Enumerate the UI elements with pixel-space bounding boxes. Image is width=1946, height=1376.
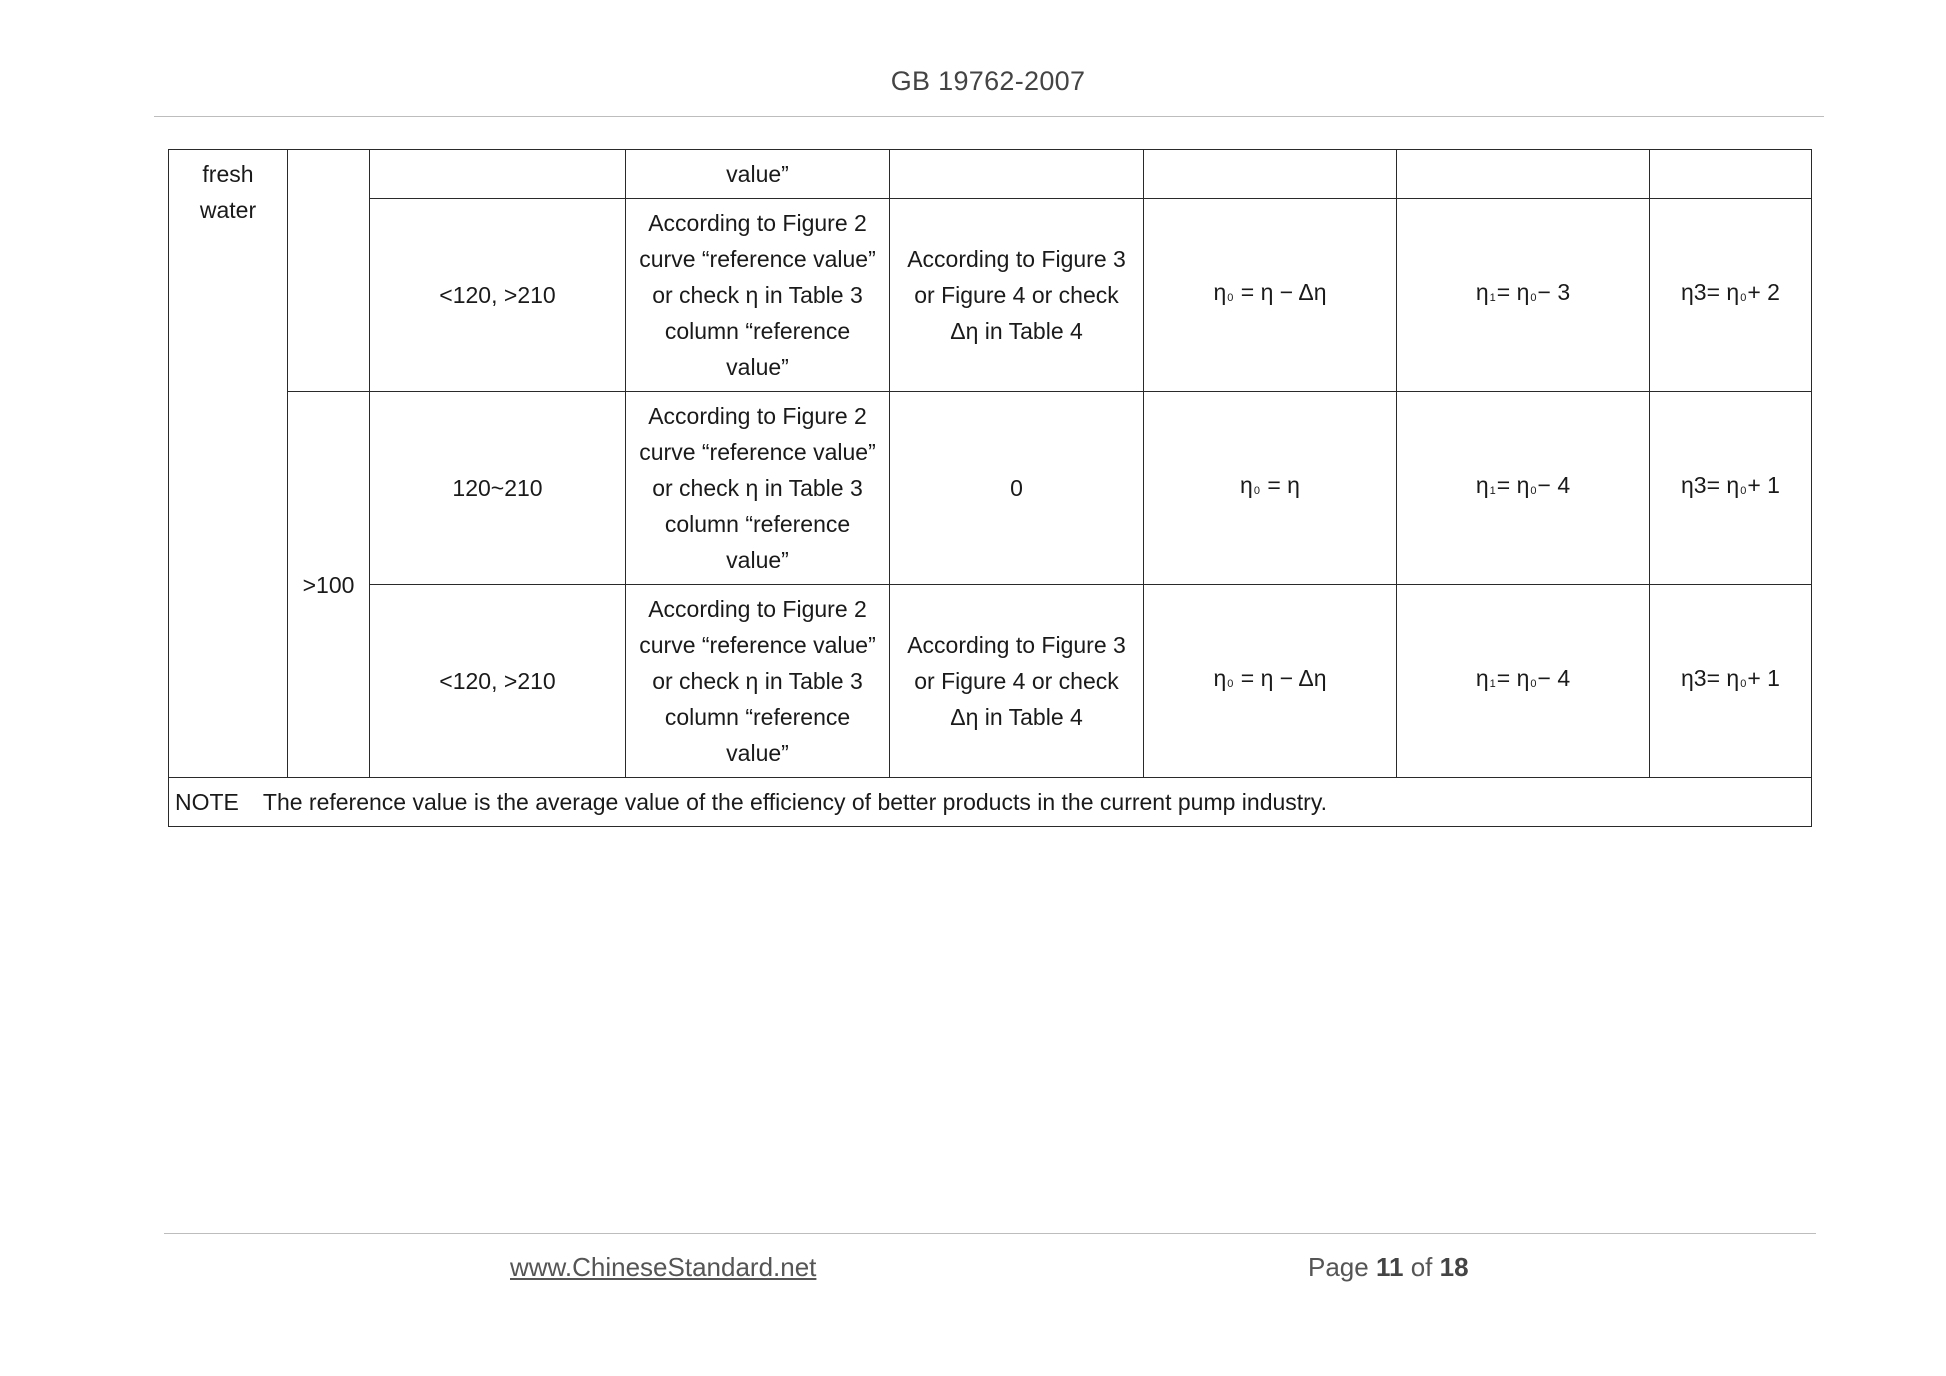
table-note-row [169, 778, 1812, 827]
eta3-lhs: η3= η [1681, 279, 1740, 305]
correction-cell [890, 150, 1144, 199]
table-row [169, 392, 1812, 585]
flow-group-cell: >100 [288, 392, 370, 778]
eta0-cell [1144, 150, 1397, 199]
reference-cell: value” [626, 150, 890, 199]
page-indicator [1308, 1252, 1469, 1283]
header-divider [154, 116, 1824, 117]
eta0-lhs: η [1240, 472, 1253, 498]
eta0-subscript: 0 [1253, 485, 1260, 497]
eta3-rhs: + 1 [1747, 665, 1780, 691]
eta0-rhs: = η [1267, 472, 1300, 498]
reference-cell: According to Figure 2 curve “reference value” or check η in Table 3 column “reference value” [626, 199, 890, 392]
eta3-subscript: 0 [1740, 292, 1747, 304]
eta1-cell [1397, 392, 1650, 585]
eta1-mid: = η [1496, 279, 1530, 305]
note-label: NOTE [175, 789, 239, 815]
speed-range-cell: <120, >210 [370, 585, 626, 778]
site-link[interactable]: www.ChineseStandard.net [510, 1252, 817, 1282]
note-cell [169, 778, 1812, 827]
eta3-cell [1650, 199, 1812, 392]
eta3-subscript: 0 [1740, 485, 1747, 497]
note-text: The reference value is the average value of the efficiency of better products in the current pump industry. [262, 789, 1328, 815]
table-row [169, 150, 1812, 199]
flow-group-cell [288, 150, 370, 392]
eta1-lhs: η [1475, 279, 1489, 305]
eta3-cell [1650, 392, 1812, 585]
eta1-lhs: η [1475, 665, 1489, 691]
eta0-lhs: η [1213, 665, 1227, 691]
eta1-cell [1397, 585, 1650, 778]
page-prefix: Page [1308, 1252, 1369, 1282]
medium-cell: fresh water [169, 150, 288, 778]
eta0-rhs: = η − Δη [1240, 279, 1327, 305]
reference-cell: According to Figure 2 curve “reference value” or check η in Table 3 column “reference value” [626, 585, 890, 778]
eta1-cell [1397, 199, 1650, 392]
eta0-subscript: 0 [1227, 678, 1234, 690]
eta3-cell [1650, 150, 1812, 199]
correction-cell: According to Figure 3 or Figure 4 or check Δη in Table 4 [890, 199, 1144, 392]
page-total: 18 [1439, 1252, 1469, 1282]
eta1-subscript: 1 [1489, 678, 1496, 690]
correction-cell: According to Figure 3 or Figure 4 or check Δη in Table 4 [890, 585, 1144, 778]
eta1-mid: = η [1496, 665, 1530, 691]
speed-range-cell [370, 150, 626, 199]
eta1-rhs: − 4 [1537, 472, 1571, 498]
eta3-rhs: + 2 [1747, 279, 1780, 305]
eta3-rhs: + 1 [1747, 472, 1780, 498]
eta1-rhs: − 3 [1537, 279, 1571, 305]
eta3-subscript: 0 [1740, 678, 1747, 690]
eta3-lhs: η3= η [1681, 665, 1740, 691]
eta0-subscript: 0 [1227, 292, 1234, 304]
eta0-rhs: = η − Δη [1240, 665, 1327, 691]
eta0-cell [1144, 199, 1397, 392]
document-id-header: GB 19762-2007 [890, 66, 1086, 96]
eta0-cell [1144, 392, 1397, 585]
eta1-subscript-2: 0 [1530, 678, 1537, 690]
footer-divider [164, 1233, 1816, 1234]
page-current: 11 [1375, 1252, 1404, 1282]
reference-cell: According to Figure 2 curve “reference value” or check η in Table 3 column “reference value” [626, 392, 890, 585]
table-row [169, 585, 1812, 778]
table-row [169, 199, 1812, 392]
speed-range-cell: <120, >210 [370, 199, 626, 392]
eta0-cell [1144, 585, 1397, 778]
eta0-lhs: η [1213, 279, 1227, 305]
speed-range-cell: 120~210 [370, 392, 626, 585]
correction-cell: 0 [890, 392, 1144, 585]
eta1-subscript-2: 0 [1530, 292, 1537, 304]
eta1-subscript: 1 [1489, 292, 1496, 304]
eta1-mid: = η [1496, 472, 1530, 498]
eta1-cell [1397, 150, 1650, 199]
eta3-lhs: η3= η [1681, 472, 1740, 498]
efficiency-table [168, 149, 1812, 827]
eta1-lhs: η [1475, 472, 1489, 498]
eta1-subscript: 1 [1489, 485, 1496, 497]
page-of: of [1410, 1252, 1433, 1282]
eta3-cell [1650, 585, 1812, 778]
eta1-subscript-2: 0 [1530, 485, 1537, 497]
eta1-rhs: − 4 [1537, 665, 1571, 691]
